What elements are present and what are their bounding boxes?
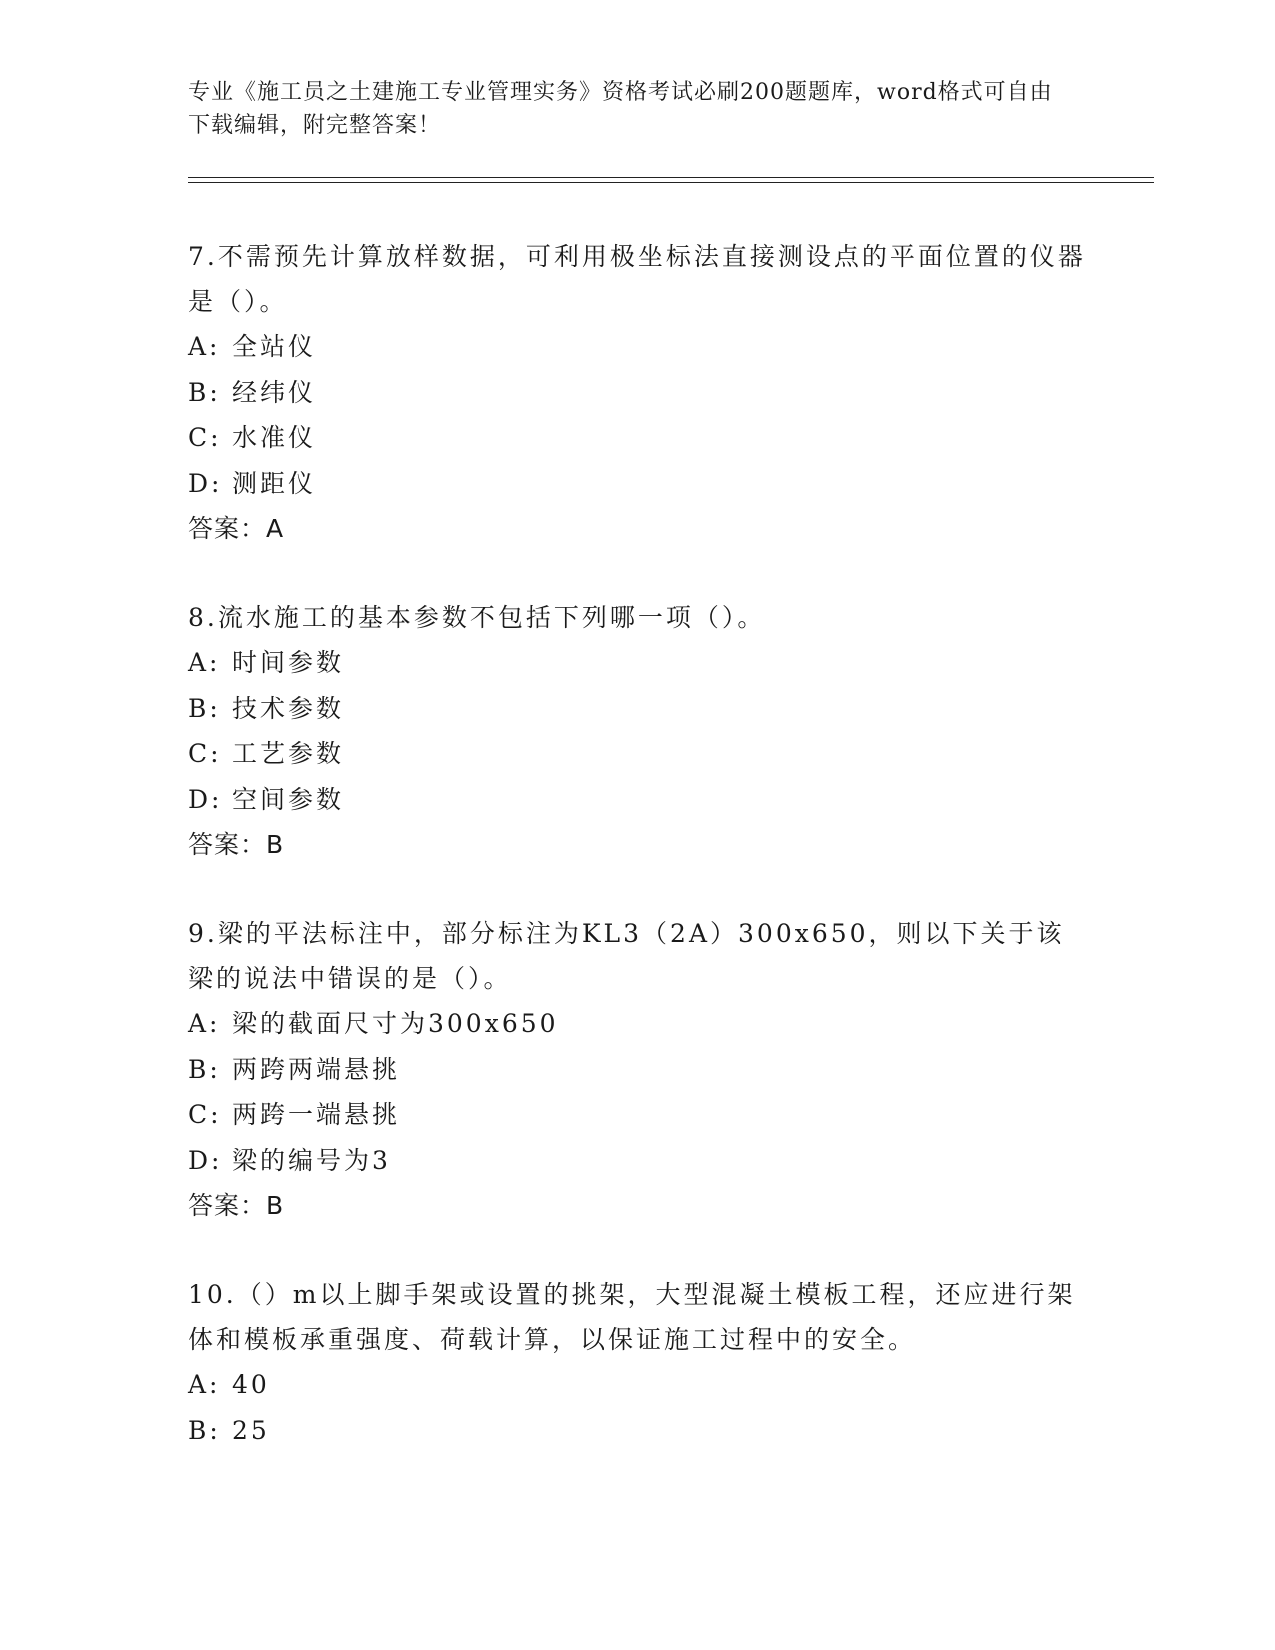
answer-value: A — [266, 514, 285, 543]
answer-label: 答案： — [188, 830, 267, 859]
option-d — [188, 1138, 1088, 1184]
option-text: 工艺参数 — [232, 739, 345, 768]
header-divider-top — [188, 177, 1154, 178]
option-a — [188, 640, 1088, 686]
header-divider-bottom — [188, 182, 1154, 183]
option-a — [188, 324, 1088, 370]
option-text: 全站仪 — [232, 332, 317, 361]
question-body: 流水施工的基本参数不包括下列哪一项（）。 — [217, 603, 766, 632]
option-d — [188, 777, 1088, 823]
question-10 — [188, 1272, 1088, 1453]
option-a — [188, 1362, 1088, 1408]
option-letter: B: — [188, 1415, 221, 1445]
option-c — [188, 731, 1088, 777]
option-text: 40 — [232, 1370, 270, 1399]
option-text: 25 — [232, 1415, 270, 1445]
question-7 — [188, 234, 1088, 552]
option-letter: B: — [188, 1054, 221, 1084]
option-letter: A: — [188, 1009, 221, 1038]
question-text — [188, 234, 1088, 324]
option-text: 时间参数 — [232, 648, 345, 677]
option-letter: C: — [188, 423, 222, 452]
question-text — [188, 1272, 1088, 1362]
option-d — [188, 461, 1088, 507]
option-text: 两跨两端悬挑 — [232, 1054, 401, 1084]
option-letter: A: — [188, 1370, 221, 1399]
option-letter: B: — [188, 693, 221, 723]
question-body: 不需预先计算放样数据，可利用极坐标法直接测设点的平面位置的仪器是（）。 — [188, 242, 1086, 316]
option-b — [188, 1047, 1088, 1093]
option-letter: A: — [188, 648, 221, 677]
question-text — [188, 911, 1088, 1001]
option-text: 空间参数 — [232, 784, 345, 814]
question-number: 7. — [188, 242, 218, 271]
option-c — [188, 1092, 1088, 1138]
answer-label: 答案： — [188, 514, 267, 543]
document-header: 专业《施工员之土建施工专业管理实务》资格考试必刷200题题库，word格式可自由下载编辑，附完整答案！ — [188, 80, 1053, 138]
question-8 — [188, 595, 1088, 868]
option-text: 经纬仪 — [232, 377, 317, 407]
question-body: 梁的平法标注中，部分标注为KL3（2A）300x650，则以下关于该梁的说法中错误的是（）。 — [188, 919, 1065, 993]
option-b — [188, 1408, 1088, 1454]
option-letter: D: — [188, 784, 223, 814]
option-letter: C: — [188, 1100, 222, 1129]
question-number: 10. — [188, 1280, 237, 1309]
option-letter: B: — [188, 377, 221, 407]
option-letter: D: — [188, 468, 223, 498]
answer-value: B — [266, 1191, 285, 1220]
question-list — [188, 234, 1088, 1496]
option-text: 测距仪 — [232, 468, 317, 498]
answer-value: B — [266, 830, 285, 859]
question-text — [188, 595, 1088, 640]
option-a — [188, 1001, 1088, 1047]
option-letter: C: — [188, 739, 222, 768]
option-text: 梁的编号为3 — [232, 1145, 391, 1175]
option-text: 水准仪 — [232, 423, 317, 452]
question-9 — [188, 911, 1088, 1229]
answer-line — [188, 506, 1088, 552]
option-text: 技术参数 — [232, 693, 345, 723]
option-letter: D: — [188, 1145, 223, 1175]
question-number: 9. — [188, 919, 218, 948]
option-b — [188, 370, 1088, 416]
option-b — [188, 686, 1088, 732]
option-text: 梁的截面尺寸为300x650 — [232, 1009, 559, 1038]
answer-line — [188, 822, 1088, 868]
option-letter: A: — [188, 332, 221, 361]
answer-line — [188, 1183, 1088, 1229]
question-body: （）m以上脚手架或设置的挑架，大型混凝土模板工程，还应进行架体和模板承重强度、荷载计算，以保证施工过程中的安全。 — [188, 1280, 1076, 1354]
answer-label: 答案： — [188, 1191, 267, 1220]
option-c — [188, 415, 1088, 461]
question-number: 8. — [188, 603, 218, 632]
option-text: 两跨一端悬挑 — [232, 1100, 401, 1129]
